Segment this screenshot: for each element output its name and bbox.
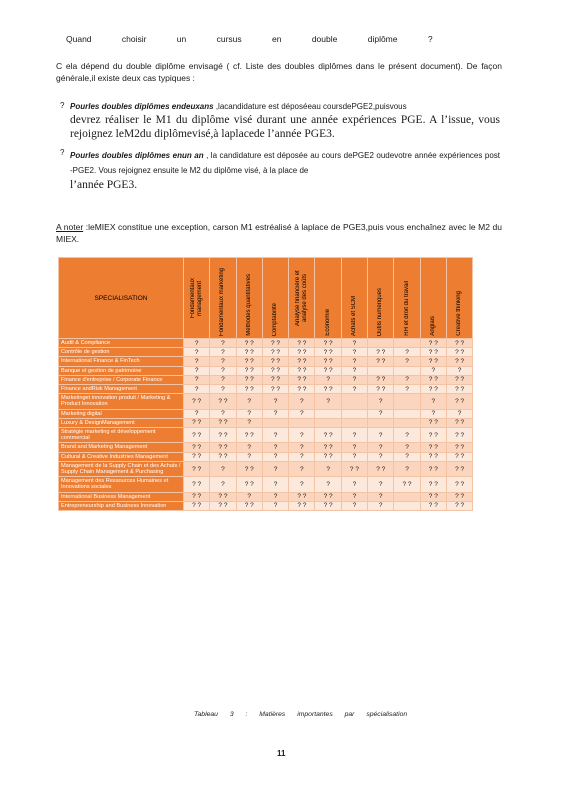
intro-paragraph: C ela dépend du double diplôme envisagé ( cf. Liste des doubles diplômes dans le présent document). De façon générale,il existe deux cas typiques :	[56, 61, 502, 83]
column-header	[315, 258, 341, 339]
table-row	[59, 385, 473, 394]
table-cell: ? ?	[394, 477, 420, 492]
column-header-label: Achats et SCM	[350, 295, 357, 336]
spec-column-header: SPECIALISATION	[59, 258, 184, 339]
table-row	[59, 443, 473, 452]
table-cell	[394, 339, 420, 348]
table-cell: ?	[341, 375, 367, 384]
page-number: 11	[277, 749, 286, 758]
table-cell: ? ?	[446, 443, 472, 452]
table-cell: ?	[315, 477, 341, 492]
column-header	[236, 258, 262, 339]
table-cell	[341, 409, 367, 418]
table-cell	[394, 418, 420, 427]
table-cell: ? ?	[420, 428, 446, 443]
table-cell: ?	[394, 443, 420, 452]
table-cell: ?	[341, 428, 367, 443]
table-cell: ? ?	[184, 477, 210, 492]
column-header-label: Analyse financière et analyse des coûts	[294, 270, 308, 326]
column-header	[341, 258, 367, 339]
table-cell: ?	[210, 339, 236, 348]
table-cell	[262, 418, 288, 427]
table-cell: ? ?	[420, 339, 446, 348]
table-cell: ?	[394, 375, 420, 384]
table-cell: ? ?	[210, 418, 236, 427]
table-row	[59, 375, 473, 384]
table-cell: ?	[210, 409, 236, 418]
table-cell: ?	[341, 501, 367, 510]
table-cell: ?	[341, 348, 367, 357]
row-label: Cultural & Creative Industries Management	[59, 452, 184, 461]
bullet-head	[70, 101, 500, 113]
row-label: Marketing digital	[59, 409, 184, 418]
table-cell: ? ?	[184, 452, 210, 461]
table-cell: ?	[289, 452, 315, 461]
table-cell: ? ?	[446, 501, 472, 510]
table-row	[59, 501, 473, 510]
table-cell: ?	[236, 492, 262, 501]
table-cell: ?	[289, 394, 315, 409]
table-cell: ?	[368, 501, 394, 510]
table-cell: ?	[394, 357, 420, 366]
table-cell: ?	[446, 366, 472, 375]
column-header	[368, 258, 394, 339]
table-cell: ? ?	[210, 428, 236, 443]
table-cell: ?	[341, 477, 367, 492]
bullet-title: Pourles doubles diplômes endeuxans	[70, 102, 214, 111]
table-cell: ? ?	[184, 492, 210, 501]
table-cell: ?	[368, 477, 394, 492]
table-cell: ? ?	[210, 443, 236, 452]
column-header-label: Comptabilité	[272, 302, 279, 336]
table-cell: ? ?	[446, 418, 472, 427]
table-cell: ?	[210, 385, 236, 394]
table-row	[59, 409, 473, 418]
table-cell: ?	[262, 394, 288, 409]
table-cell: ?	[184, 357, 210, 366]
table-cell: ? ?	[289, 357, 315, 366]
row-label: Luxury & DesignManagement	[59, 418, 184, 427]
table-cell: ?	[315, 375, 341, 384]
bullet-title: Pourles doubles diplômes enun an	[70, 151, 204, 160]
column-header-label: Creative thinking	[456, 291, 463, 336]
bullet-head-text: , la candidature est déposée au cours dePGE2 oudevotre année expériences post -PGE2. Vous rejoignez ensuite le M2 du diplôme visé, à la place de	[70, 151, 500, 175]
table-cell: ?	[236, 418, 262, 427]
table-cell: ?	[394, 461, 420, 476]
column-header	[289, 258, 315, 339]
table-cell: ? ?	[341, 461, 367, 476]
table-row	[59, 339, 473, 348]
column-header-label: Fondamentaux marketing	[219, 267, 226, 336]
table-cell: ?	[341, 385, 367, 394]
column-header	[262, 258, 288, 339]
table-header-row	[59, 258, 473, 339]
table-cell: ?	[394, 428, 420, 443]
table-cell: ? ?	[262, 375, 288, 384]
table-cell: ? ?	[289, 366, 315, 375]
table-cell: ? ?	[236, 385, 262, 394]
table-cell: ?	[341, 492, 367, 501]
table-cell: ? ?	[262, 339, 288, 348]
table-cell: ? ?	[446, 461, 472, 476]
table-cell: ?	[210, 366, 236, 375]
table-cell: ?	[184, 375, 210, 384]
bullet-one-year	[60, 148, 500, 192]
note-paragraph	[56, 221, 502, 245]
table-cell: ?	[184, 409, 210, 418]
bullet-marker: ?	[60, 101, 65, 110]
table-cell: ? ?	[315, 348, 341, 357]
bullet-two-year	[60, 101, 500, 141]
column-header-label: Economie	[324, 309, 331, 336]
table-cell: ?	[210, 357, 236, 366]
table-cell: ? ?	[420, 348, 446, 357]
note-text: :leMIEX constitue une exception, carson M1 estréalisé à laplace de PGE3,puis vous enchaînez avec le M2 du MIEX.	[56, 222, 503, 244]
bullet-body: l’année PGE3.	[70, 179, 138, 191]
column-header	[210, 258, 236, 339]
column-header-label: Outils numériques	[377, 287, 384, 336]
table-cell: ?	[210, 348, 236, 357]
table-row	[59, 357, 473, 366]
table-cell: ? ?	[210, 492, 236, 501]
column-header-label: Méthodes quantitatives	[245, 274, 252, 336]
bullet-body: devrez réaliser le M1 du diplôme visé durant une année expériences PGE. A l’issue, vous rejoignez leM2du diplômevisé,à laplacede l’année PGE3.	[70, 114, 500, 140]
table-cell: ?	[394, 452, 420, 461]
table-cell: ? ?	[262, 385, 288, 394]
column-header	[446, 258, 472, 339]
table-cell: ? ?	[262, 366, 288, 375]
row-label: Brand and Marketing Management	[59, 443, 184, 452]
table-cell: ?	[184, 366, 210, 375]
table-row	[59, 428, 473, 443]
row-label: Marketinget innovation produit / Marketing & Product Innovation	[59, 394, 184, 409]
table-cell: ? ?	[236, 375, 262, 384]
table-row	[59, 418, 473, 427]
table-cell: ? ?	[210, 394, 236, 409]
table-cell: ?	[394, 385, 420, 394]
table-cell: ? ?	[420, 501, 446, 510]
table-cell: ?	[236, 394, 262, 409]
row-label: Finance andRisk Management	[59, 385, 184, 394]
table-body	[59, 339, 473, 511]
table-cell: ?	[184, 339, 210, 348]
table-cell: ? ?	[446, 357, 472, 366]
row-label: Entrepreneurship and Business Innovation	[59, 501, 184, 510]
table-cell: ?	[368, 409, 394, 418]
table-cell: ?	[420, 394, 446, 409]
row-label: International Finance & FinTech	[59, 357, 184, 366]
table-cell: ?	[262, 501, 288, 510]
table-cell: ? ?	[184, 418, 210, 427]
table-cell	[394, 409, 420, 418]
table-cell: ? ?	[420, 452, 446, 461]
table-cell: ?	[368, 492, 394, 501]
table-cell: ? ?	[446, 428, 472, 443]
table-cell: ? ?	[315, 385, 341, 394]
table-cell: ? ?	[289, 375, 315, 384]
table-cell: ? ?	[210, 501, 236, 510]
table-cell: ? ?	[368, 357, 394, 366]
table-cell	[368, 366, 394, 375]
table-cell: ? ?	[262, 357, 288, 366]
table-row	[59, 366, 473, 375]
table-cell	[394, 394, 420, 409]
table-cell: ?	[262, 477, 288, 492]
table-cell: ?	[210, 461, 236, 476]
table-cell: ? ?	[262, 348, 288, 357]
table-cell: ?	[368, 452, 394, 461]
table-cell: ? ?	[446, 385, 472, 394]
table-cell: ? ?	[446, 348, 472, 357]
table-caption: Tableau 3 : Matières importantes par spécialisation	[194, 711, 408, 718]
table-cell: ? ?	[236, 339, 262, 348]
table-cell: ? ?	[420, 443, 446, 452]
table-cell: ? ?	[289, 492, 315, 501]
table-cell: ?	[315, 394, 341, 409]
table-cell: ? ?	[420, 385, 446, 394]
table-cell: ? ?	[236, 461, 262, 476]
table-cell	[315, 409, 341, 418]
table-cell: ?	[341, 339, 367, 348]
subjects-table	[58, 257, 473, 511]
section-heading: Quand choisir un cursus en double diplôme ?	[66, 34, 433, 44]
table-cell: ?	[368, 394, 394, 409]
table-row	[59, 461, 473, 476]
table-cell: ?	[341, 452, 367, 461]
table-cell: ? ?	[420, 357, 446, 366]
table-cell: ?	[262, 461, 288, 476]
table-cell	[341, 394, 367, 409]
table-cell	[341, 418, 367, 427]
table-cell: ?	[289, 461, 315, 476]
column-header-label: Anglais	[429, 316, 436, 336]
table-cell: ? ?	[420, 461, 446, 476]
table-cell: ? ?	[315, 492, 341, 501]
table-cell: ?	[184, 348, 210, 357]
table-cell	[315, 418, 341, 427]
table-cell: ?	[289, 477, 315, 492]
table-row	[59, 452, 473, 461]
table-cell: ? ?	[446, 339, 472, 348]
table-cell: ? ?	[446, 492, 472, 501]
table-cell: ? ?	[315, 339, 341, 348]
row-label: Contrôle de gestion	[59, 348, 184, 357]
table-cell: ? ?	[184, 428, 210, 443]
table-cell: ? ?	[184, 501, 210, 510]
table-cell: ? ?	[236, 366, 262, 375]
column-header	[394, 258, 420, 339]
table-cell: ?	[210, 375, 236, 384]
column-header-label: Fondamentaux management	[189, 277, 203, 319]
table-cell: ?	[262, 409, 288, 418]
row-label: Stratégie marketing et développement commercial	[59, 428, 184, 443]
table-cell	[394, 501, 420, 510]
table-row	[59, 477, 473, 492]
table-cell: ? ?	[315, 443, 341, 452]
table-cell: ? ?	[446, 477, 472, 492]
table-cell: ?	[315, 461, 341, 476]
table-cell: ? ?	[184, 443, 210, 452]
table-cell	[368, 339, 394, 348]
table-cell	[368, 418, 394, 427]
table-cell: ?	[446, 409, 472, 418]
table-cell: ? ?	[368, 375, 394, 384]
table-cell: ? ?	[420, 477, 446, 492]
table-row	[59, 348, 473, 357]
row-label: International Business Management	[59, 492, 184, 501]
table-cell	[394, 366, 420, 375]
table-cell: ?	[236, 452, 262, 461]
table-cell: ?	[341, 443, 367, 452]
table-cell: ? ?	[420, 492, 446, 501]
table-cell	[394, 492, 420, 501]
table-cell: ? ?	[315, 428, 341, 443]
table-cell: ?	[368, 443, 394, 452]
table-cell: ?	[289, 428, 315, 443]
table-cell: ?	[184, 385, 210, 394]
table-cell: ? ?	[420, 418, 446, 427]
table-cell: ? ?	[236, 428, 262, 443]
table-cell: ? ?	[236, 357, 262, 366]
table-cell: ? ?	[210, 452, 236, 461]
bullet-head	[70, 148, 500, 178]
table-cell: ? ?	[236, 501, 262, 510]
table-cell: ?	[236, 443, 262, 452]
row-label: Management de la Supply Chain et des Achats / Supply Chain Management & Purchasing	[59, 461, 184, 476]
table-cell: ?	[341, 366, 367, 375]
table-cell: ?	[394, 348, 420, 357]
table-row	[59, 394, 473, 409]
table-cell: ? ?	[446, 452, 472, 461]
table-cell: ?	[262, 492, 288, 501]
table-cell: ?	[262, 443, 288, 452]
table-cell: ? ?	[184, 461, 210, 476]
table-cell: ? ?	[289, 385, 315, 394]
table-cell: ?	[262, 428, 288, 443]
table-cell: ?	[420, 366, 446, 375]
table-cell: ? ?	[289, 501, 315, 510]
row-label: Banque et gestion de patrimoine	[59, 366, 184, 375]
table-cell	[289, 418, 315, 427]
row-label: Finance d'entreprise / Corporate Finance	[59, 375, 184, 384]
table-cell: ? ?	[315, 357, 341, 366]
table-cell: ?	[341, 357, 367, 366]
table-cell: ?	[210, 477, 236, 492]
table-cell: ? ?	[184, 394, 210, 409]
table-cell: ? ?	[315, 501, 341, 510]
note-label: A noter	[56, 222, 84, 232]
column-header-label: RH et droit du travail	[403, 281, 410, 336]
table-cell: ? ?	[315, 366, 341, 375]
table-cell: ? ?	[446, 375, 472, 384]
table-cell: ? ?	[236, 348, 262, 357]
table-cell: ? ?	[315, 452, 341, 461]
table-cell: ?	[289, 409, 315, 418]
column-header	[420, 258, 446, 339]
table-cell: ? ?	[420, 375, 446, 384]
table-cell: ? ?	[368, 385, 394, 394]
bullet-marker: ?	[60, 148, 65, 157]
column-header	[184, 258, 210, 339]
row-label: Audit & Compliance	[59, 339, 184, 348]
table-cell: ? ?	[289, 339, 315, 348]
table-cell: ? ?	[289, 348, 315, 357]
row-label: Management des Ressources Humaines et Innovations sociales	[59, 477, 184, 492]
bullet-head-text: ,lacandidature est déposéeau coursdePGE2,puisvous	[213, 102, 407, 111]
table-cell: ? ?	[446, 394, 472, 409]
table-cell: ?	[236, 409, 262, 418]
table-cell: ? ?	[368, 348, 394, 357]
table-cell: ? ?	[368, 461, 394, 476]
table-cell: ?	[262, 452, 288, 461]
table-cell: ?	[289, 443, 315, 452]
table-cell: ? ?	[236, 477, 262, 492]
table-row	[59, 492, 473, 501]
table-cell: ?	[368, 428, 394, 443]
table-cell: ?	[420, 409, 446, 418]
